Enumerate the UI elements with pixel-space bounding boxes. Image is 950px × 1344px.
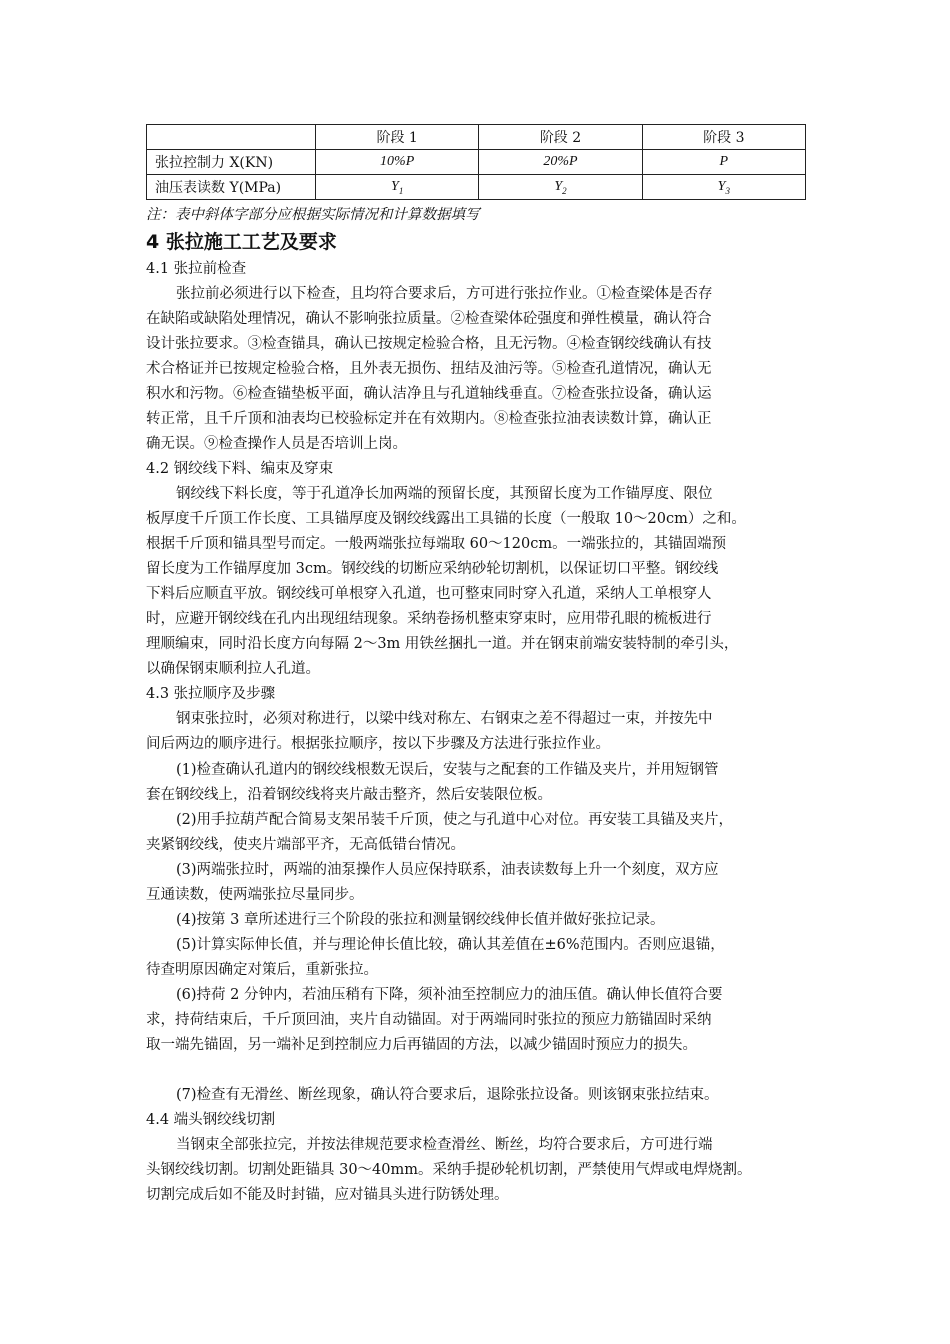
pressure-stage-1 xyxy=(316,175,479,200)
pressure-stage-2 xyxy=(479,175,642,200)
pressure-symbol: Y xyxy=(554,178,563,194)
force-stage-3: P xyxy=(642,150,805,175)
paragraph-line: 钢绞线下料长度，等于孔道净长加两端的预留长度，其预留长度为工作锚厚度、限位 xyxy=(176,486,713,502)
paragraph-line: 转正常，且千斤顶和油表均已校验标定并在有效期内。⑧检查张拉油表读数计算，确认正 xyxy=(146,411,712,427)
stage-3-header: 阶段 3 xyxy=(642,125,805,150)
pressure-subscript: 3 xyxy=(725,185,730,196)
paragraph-line: 确无误。⑨检查操作人员是否培训上岗。 xyxy=(146,436,407,452)
paragraph-line: 间后两边的顺序进行。根据张拉顺序，按以下步骤及方法进行张拉作业。 xyxy=(146,736,610,752)
step-line: 套在钢绞线上，沿着钢绞线将夹片敲击整齐，然后安装限位板。 xyxy=(146,787,552,803)
paragraph-line: 留长度为工作锚厚度加 3cm。钢绞线的切断应采纳砂轮切割机，以保证切口平整。钢绞线 xyxy=(146,561,719,577)
step-line: (5)计算实际伸长值，并与理论伸长值比较，确认其差值在±6%范围内。否则应退锚， xyxy=(176,937,725,953)
section-title: 4 张拉施工工艺及要求 xyxy=(146,231,337,253)
paragraph-line: 钢束张拉时，必须对称进行，以梁中线对称左、右钢束之差不得超过一束，并按先中 xyxy=(176,711,713,727)
table-row xyxy=(147,175,806,200)
table-corner-cell xyxy=(147,125,316,150)
row-label-pressure: 油压表读数 Y(MPa) xyxy=(147,175,316,200)
paragraph-line: 头钢绞线切割。切割处距锚具 30～40mm。采纳手提砂轮机切割，严禁使用气焊或电焊烧割。 xyxy=(146,1162,752,1178)
subsection-title-4-2: 4.2 钢绞线下料、编束及穿束 xyxy=(146,461,334,477)
subsection-title-4-3: 4.3 张拉顺序及步骤 xyxy=(146,686,276,702)
pressure-stage-3 xyxy=(642,175,805,200)
step-line: (2)用手拉葫芦配合简易支架吊装千斤顶，使之与孔道中心对位。再安装工具锚及夹片， xyxy=(176,812,734,828)
paragraph-line: 积水和污物。⑥检查锚垫板平面，确认洁净且与孔道轴线垂直。⑦检查张拉设备，确认运 xyxy=(146,386,712,402)
paragraph-line: 理顺编束，同时沿长度方向每隔 2～3m 用铁丝捆扎一道。并在钢束前端安装特制的牵引头， xyxy=(146,636,739,652)
row-label-force: 张拉控制力 X(KN) xyxy=(147,150,316,175)
subsection-title-4-4: 4.4 端头钢绞线切割 xyxy=(146,1112,276,1128)
paragraph-line: 根据千斤顶和锚具型号而定。一般两端张拉每端取 60～120cm。一端张拉的，其锚固端预 xyxy=(146,536,727,552)
paragraph-line: 板厚度千斤顶工作长度、工具锚厚度及钢绞线露出工具锚的长度（一般取 10～20cm）之和。 xyxy=(146,511,746,527)
force-stage-1: 10%P xyxy=(316,150,479,175)
step-line: 求，持荷结束后，千斤顶回油，夹片自动锚固。对于两端同时张拉的预应力筋锚固时采纳 xyxy=(146,1012,712,1028)
table-row xyxy=(147,150,806,175)
step-line: 夹紧钢绞线，使夹片端部平齐，无高低错台情况。 xyxy=(146,837,465,853)
stage-1-header: 阶段 1 xyxy=(316,125,479,150)
step-line: (6)持荷 2 分钟内，若油压稍有下降，须补油至控制应力的油压值。确认伸长值符合要 xyxy=(176,987,723,1003)
tension-stage-table xyxy=(146,124,806,200)
step-line: 待查明原因确定对策后，重新张拉。 xyxy=(146,962,378,978)
paragraph-line: 以确保钢束顺利拉人孔道。 xyxy=(146,661,320,677)
paragraph-line: 术合格证并已按规定检验合格，且外表无损伤、扭结及油污等。⑤检查孔道情况，确认无 xyxy=(146,361,712,377)
paragraph-line: 切割完成后如不能及时封锚，应对锚具头进行防锈处理。 xyxy=(146,1187,509,1203)
paragraph-line: 下料后应顺直平放。钢绞线可单根穿入孔道，也可整束同时穿入孔道，采纳人工单根穿人 xyxy=(146,586,712,602)
paragraph-line: 张拉前必须进行以下检查，且均符合要求后，方可进行张拉作业。①检查梁体是否存 xyxy=(176,286,713,302)
stage-2-header: 阶段 2 xyxy=(479,125,642,150)
paragraph-line: 时，应避开钢绞线在孔内出现纽结现象。采纳卷扬机整束穿束时，应用带孔眼的梳板进行 xyxy=(146,611,712,627)
pressure-symbol: Y xyxy=(391,178,399,194)
step-line: (4)按第 3 章所述进行三个阶段的张拉和测量钢绞线伸长值并做好张拉记录。 xyxy=(176,912,665,928)
pressure-symbol: Y xyxy=(717,178,726,194)
step-line: 互通读数，使两端张拉尽量同步。 xyxy=(146,887,364,903)
table-header-row xyxy=(147,125,806,150)
step-line: 取一端先锚固，另一端补足到控制应力后再锚固的方法，以减少锚固时预应力的损失。 xyxy=(146,1037,697,1053)
paragraph-line: 当钢束全部张拉完，并按法律规范要求检查滑丝、断丝，均符合要求后，方可进行端 xyxy=(176,1137,713,1153)
step-line: (7)检查有无滑丝、断丝现象，确认符合要求后，退除张拉设备。则该钢束张拉结束。 xyxy=(176,1087,719,1103)
force-stage-2: 20%P xyxy=(479,150,642,175)
step-line: (1)检查确认孔道内的钢绞线根数无误后，安装与之配套的工作锚及夹片，并用短钢管 xyxy=(176,762,719,778)
step-line: (3)两端张拉时，两端的油泵操作人员应保持联系，油表读数每上升一个刻度，双方应 xyxy=(176,862,719,878)
pressure-subscript: 2 xyxy=(562,185,567,196)
pressure-subscript: 1 xyxy=(398,185,404,196)
table-note: 注：表中斜体字部分应根据实际情况和计算数据填写 xyxy=(146,207,480,223)
paragraph-line: 设计张拉要求。③检查锚具，确认已按规定检验合格，且无污物。④检查钢绞线确认有技 xyxy=(146,336,712,352)
subsection-title-4-1: 4.1 张拉前检查 xyxy=(146,261,247,277)
paragraph-line: 在缺陷或缺陷处理情况，确认不影响张拉质量。②检查梁体砼强度和弹性模量，确认符合 xyxy=(146,311,712,327)
